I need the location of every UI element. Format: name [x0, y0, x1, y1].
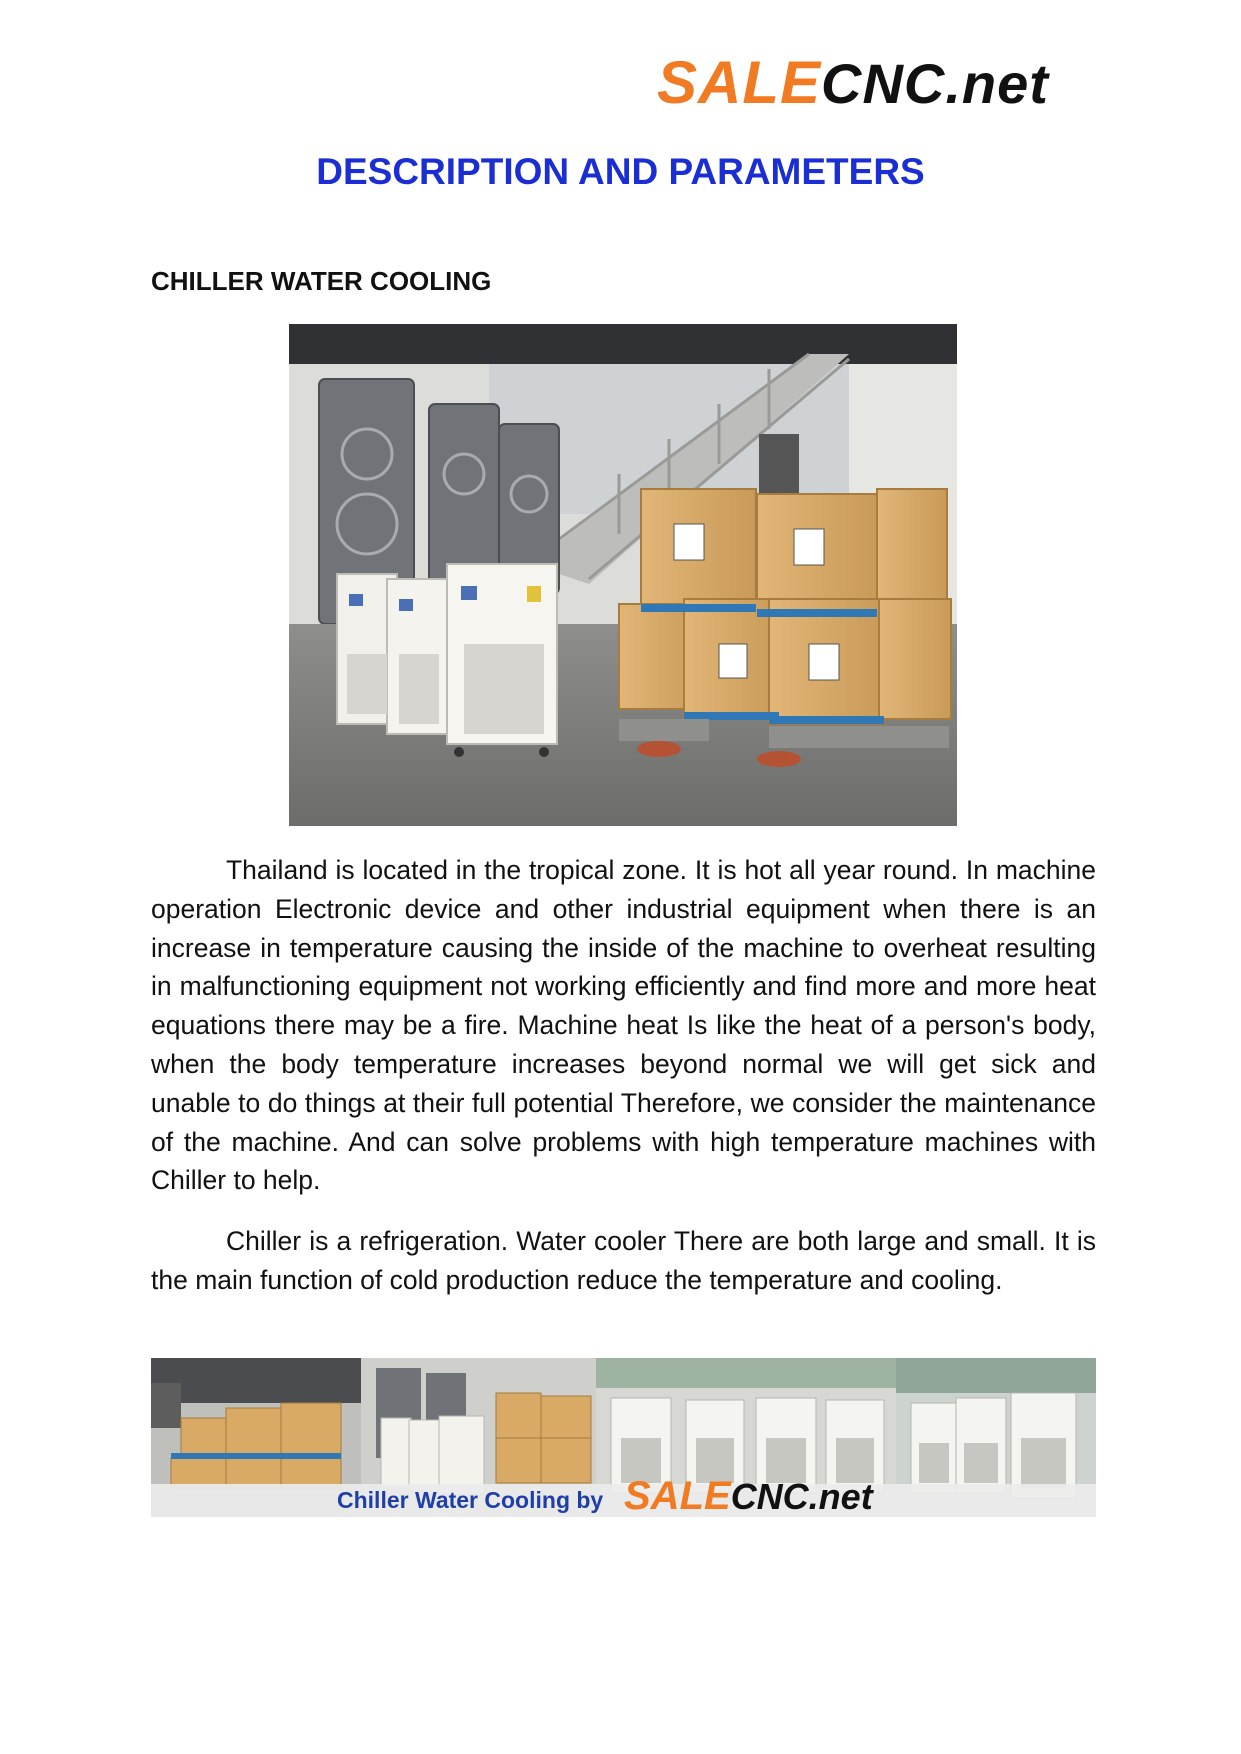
banner-logo-sale: SALE: [624, 1474, 731, 1517]
salecnc-logo: [657, 49, 1087, 116]
paragraph-1: Thailand is located in the tropical zone. It is hot all year round. In machine operation Electronic device and other industrial equipment when there is an increase in temperature causing the inside of the machine to overheat resulting in malfunctioning equipment not working efficiently and find more and more heat equations there may be a fire. Machine heat Is like the heat of a person's body, when the body temperature increases beyond normal we will get sick and unable to do things at their full potential Therefore, we consider the maintenance of the machine. And can solve problems with high temperature machines with Chiller to help.: [151, 855, 1096, 1196]
banner-logo: [624, 1474, 873, 1517]
page-title: DESCRIPTION AND PARAMETERS: [316, 151, 925, 192]
banner-logo-cnc: CNC.net: [730, 1476, 873, 1517]
chiller-warehouse-illustration: [289, 324, 957, 826]
chiller-banner: [151, 1358, 1096, 1517]
banner-caption: Chiller Water Cooling by: [337, 1487, 604, 1513]
paragraph-2: Chiller is a refrigeration. Water cooler There are both large and small. It is the main function of cold production reduce the temperature and cooling.: [151, 1226, 1096, 1295]
logo-cnc-text: CNC.net: [821, 52, 1049, 115]
section-heading: CHILLER WATER COOLING: [151, 266, 492, 296]
chiller-warehouse-photo: [289, 324, 957, 826]
logo-sale-text: SALE: [657, 49, 822, 116]
